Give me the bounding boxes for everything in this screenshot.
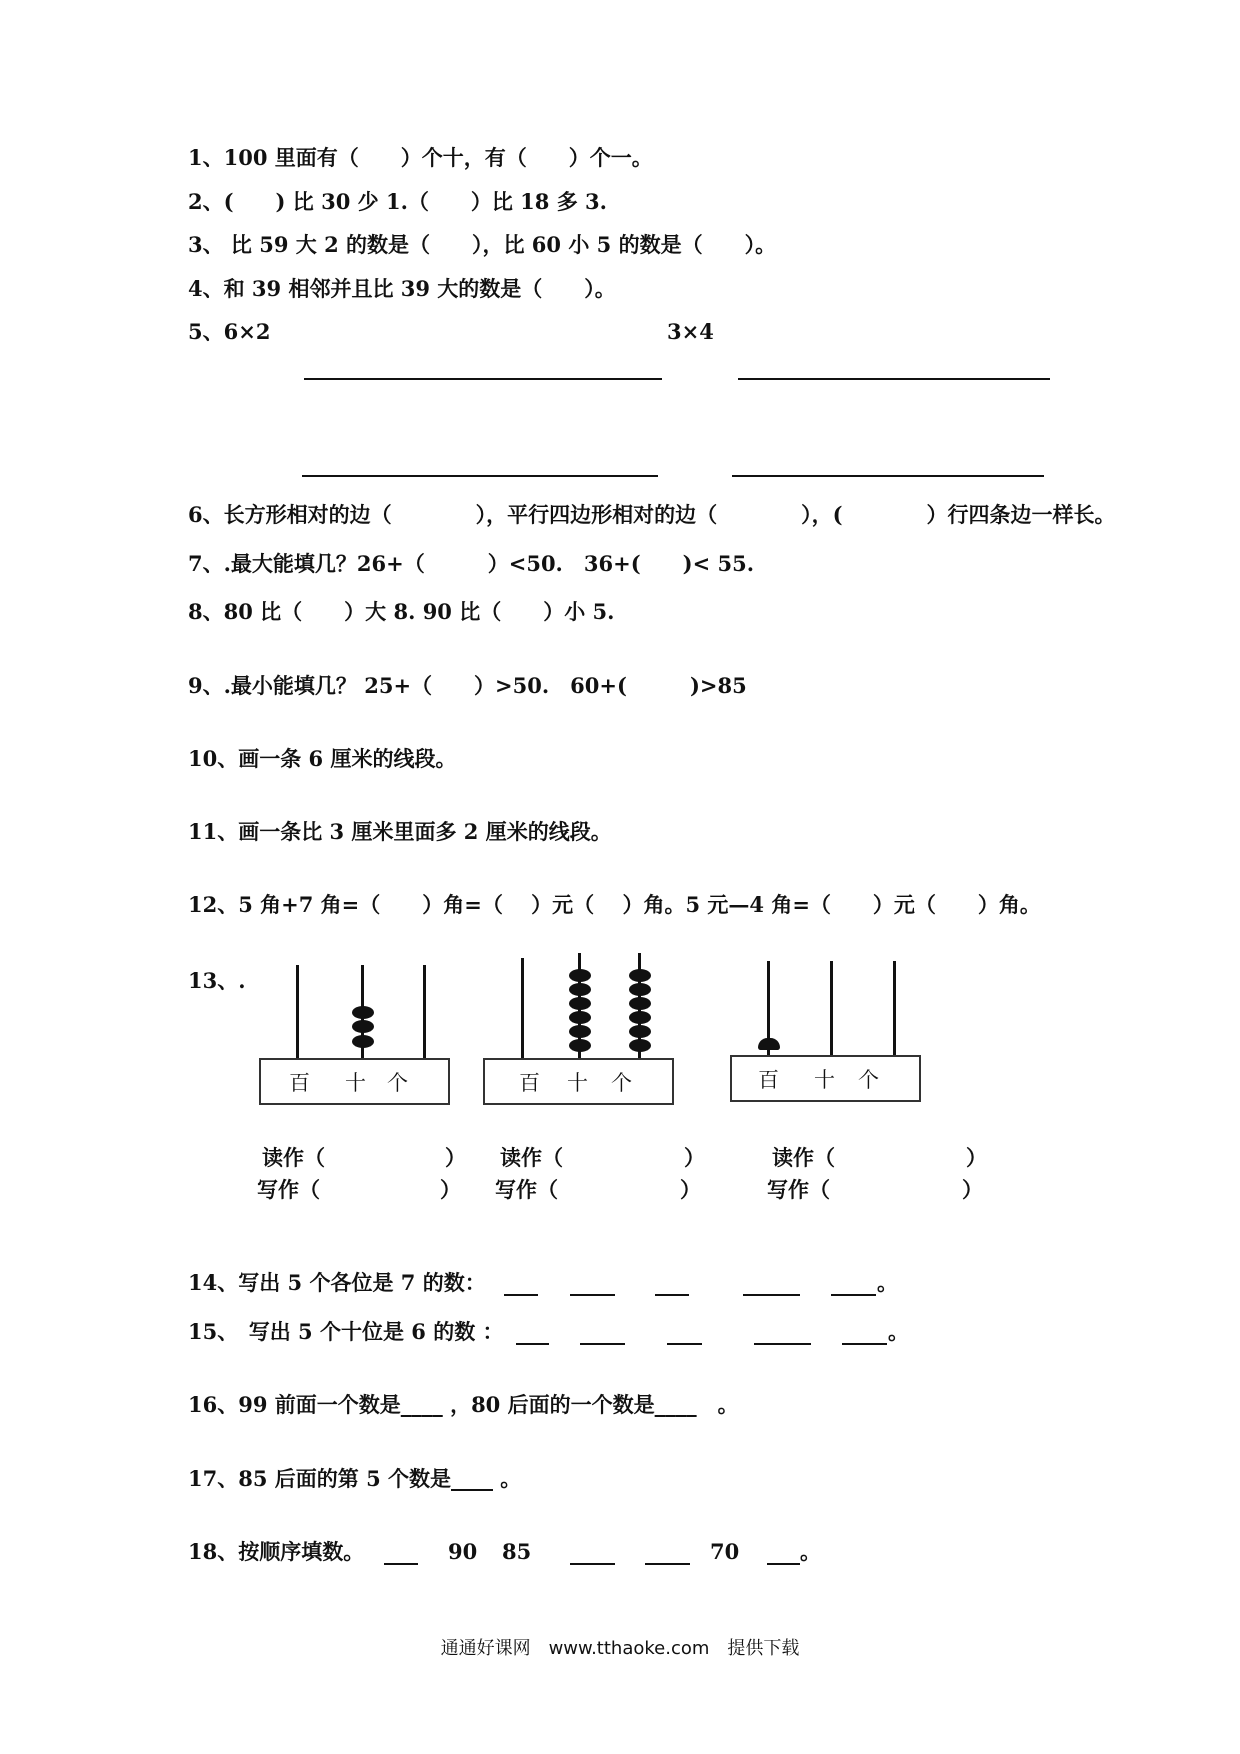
abacus-1-place-tens: 十 (345, 1071, 366, 1095)
abacus-2-bead (629, 1039, 651, 1052)
abacus-2-bead (569, 1025, 591, 1038)
q5-answer-line-1 (304, 378, 662, 380)
question-10: 10、画一条 6 厘米的线段。 (188, 746, 457, 771)
abacus-2-bead (629, 1011, 651, 1024)
abacus-2-write-label: 写作（ (495, 1177, 558, 1202)
abacus-2-place-ones: 个 (611, 1071, 632, 1095)
question-5: 5、6×2 (188, 319, 271, 344)
abacus-3-read-label: 读作（ (772, 1145, 835, 1170)
abacus-2-bead (629, 1025, 651, 1038)
abacus-2-bead (629, 969, 651, 982)
question-12: 12、5 角+7 角=（ ）角=（ ）元（ ）角。5 元—4 角=（ ）元（ ）角。 (188, 892, 1041, 917)
abacus-2-read-close: ） (684, 1145, 705, 1170)
question-9: 9、.最小能填几？ 25+（ ）>50. 60+( )>85 (188, 673, 747, 698)
q5-mid-label: 3×4 (667, 319, 714, 344)
question-13: 13、. (188, 968, 246, 993)
abacus-3-place-box (730, 1055, 921, 1102)
abacus-1-place-ones: 个 (387, 1071, 408, 1095)
abacus-2-bead (629, 997, 651, 1010)
abacus-1-read-close: ） (445, 1145, 466, 1170)
question-16: 16、99 前面一个数是____ ，80 后面的一个数是____ 。 (188, 1392, 739, 1417)
q18-number-90: 90 (448, 1539, 478, 1564)
question-17: 17、85 后面的第 5 个数是____ 。 (188, 1466, 522, 1491)
abacus-2-bead (569, 983, 591, 996)
q14-blank (570, 1294, 615, 1296)
abacus-3-rod-ones (893, 961, 896, 1055)
abacus-2-bead (569, 969, 591, 982)
q15-period: 。 (888, 1319, 909, 1344)
q18-blank (767, 1563, 800, 1565)
question-7: 7、.最大能填几？26+（ ）<50. 36+( )< 55. (188, 551, 755, 576)
q14-blank (831, 1294, 876, 1296)
abacus-1-bead (352, 1035, 374, 1048)
q18-period: 。 (800, 1539, 821, 1564)
question-8: 8、80 比（ ）大 8. 90 比（ ）小 5. (188, 599, 615, 624)
abacus-2-place-tens: 十 (567, 1071, 588, 1095)
abacus-3-write-label: 写作（ (767, 1177, 830, 1202)
abacus-3-read-close: ） (966, 1145, 987, 1170)
abacus-2-bead (629, 983, 651, 996)
abacus-2-bead (569, 997, 591, 1010)
question-2: 2、( ) 比 30 少 1.（ ）比 18 多 3. (188, 189, 607, 214)
abacus-2-bead (569, 1011, 591, 1024)
q14-blank (743, 1294, 800, 1296)
abacus-1-read-label: 读作（ (262, 1145, 325, 1170)
question-4: 4、和 39 相邻并且比 39 大的数是（ ）。 (188, 276, 616, 301)
abacus-1-write-close: ） (440, 1177, 461, 1202)
abacus-1-rod-ones (423, 965, 426, 1058)
abacus-1-place-hundreds: 百 (289, 1071, 310, 1095)
q5-answer-line-3 (302, 475, 658, 477)
abacus-3-bead (758, 1038, 780, 1050)
abacus-3-place-ones: 个 (858, 1068, 879, 1092)
abacus-3-place-tens: 十 (814, 1068, 835, 1092)
abacus-2-bead (569, 1039, 591, 1052)
q15-blank (667, 1343, 702, 1345)
abacus-2-place-box (483, 1058, 674, 1105)
q18-number-85: 85 (502, 1539, 532, 1564)
abacus-1-bead (352, 1020, 374, 1033)
q14-blank (504, 1294, 538, 1296)
abacus-2-read-label: 读作（ (500, 1145, 563, 1170)
q18-blank (384, 1563, 418, 1565)
question-18: 18、按顺序填数。 (188, 1539, 365, 1564)
question-15: 15、 写出 5 个十位是 6 的数 ： (188, 1319, 504, 1344)
q5-answer-line-4 (732, 475, 1044, 477)
question-14: 14、写出 5 个各位是 7 的数： (188, 1270, 486, 1295)
abacus-3-rod-tens (830, 961, 833, 1055)
q15-blank (842, 1343, 887, 1345)
abacus-2-rod-hundreds (521, 958, 524, 1058)
question-3: 3、 比 59 大 2 的数是（ ），比 60 小 5 的数是（ ）。 (188, 232, 777, 257)
question-6: 6、长方形相对的边（ ），平行四边形相对的边（ ），( ）行四条边一样长。 (188, 502, 1116, 527)
abacus-3-place-hundreds: 百 (758, 1068, 779, 1092)
q18-blank (645, 1563, 690, 1565)
q18-number-70: 70 (710, 1539, 740, 1564)
q18-blank (570, 1563, 615, 1565)
q15-blank (516, 1343, 549, 1345)
q15-blank (754, 1343, 811, 1345)
question-11: 11、画一条比 3 厘米里面多 2 厘米的线段。 (188, 819, 612, 844)
question-1: 1、100 里面有（ ）个十，有（ ）个一。 (188, 145, 653, 170)
abacus-1-write-label: 写作（ (257, 1177, 320, 1202)
footer-credit: 通通好课网 www.tthaoke.com 提供下载 (440, 1638, 800, 1659)
q14-blank (655, 1294, 689, 1296)
abacus-1-bead (352, 1006, 374, 1019)
q15-blank (580, 1343, 625, 1345)
abacus-2-write-close: ） (680, 1177, 701, 1202)
abacus-1-place-box (259, 1058, 450, 1105)
abacus-3-write-close: ） (962, 1177, 983, 1202)
abacus-1-rod-hundreds (296, 965, 299, 1058)
q5-answer-line-2 (738, 378, 1050, 380)
abacus-2-place-hundreds: 百 (519, 1071, 540, 1095)
q14-period: 。 (877, 1270, 898, 1295)
